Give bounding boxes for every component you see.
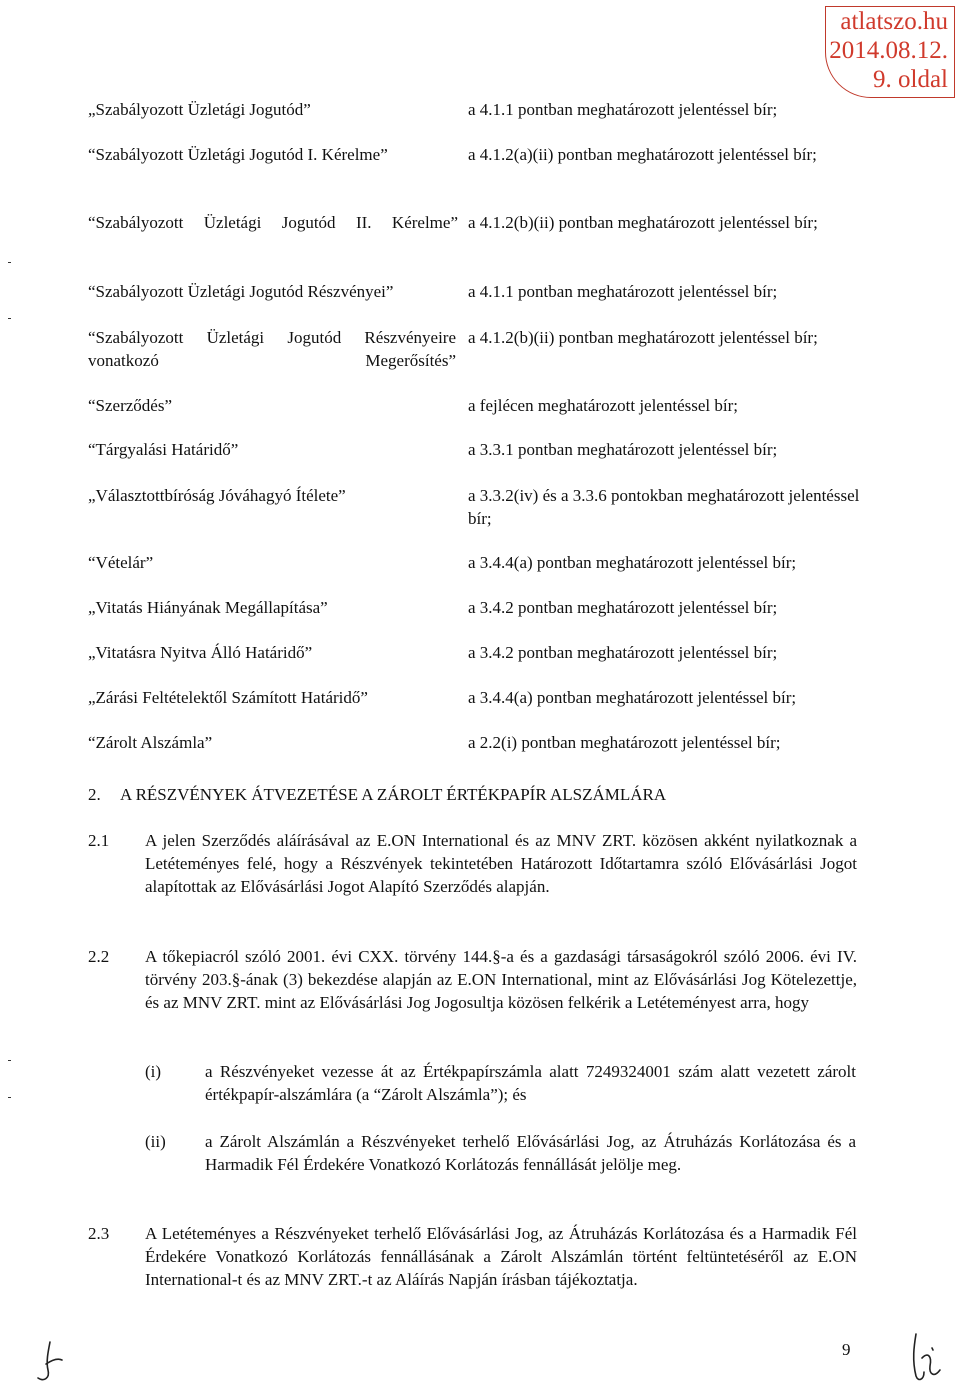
definition-meaning: a 4.1.2(b)(ii) pontban meghatározott jelentéssel bír; xyxy=(468,328,818,347)
subitem-text: a Zárolt Alszámlán a Részvényeket terhelő Elővásárlási Jog, az Átruházás Korlátozása és a Harmadik Fél Érdekére Vonatkozó Korlátozás fennállását jelölje meg. xyxy=(205,1132,856,1174)
definition-term: “Szerződés” xyxy=(88,396,173,415)
definition-term: “Vételár” xyxy=(88,553,154,572)
definition-meaning: a 4.1.1 pontban meghatározott jelentéssel bír; xyxy=(468,282,778,301)
section-heading xyxy=(88,783,666,806)
paragraph-number: 2.3 xyxy=(88,1224,110,1243)
paragraph-text: A jelen Szerződés aláírásával az E.ON International és az MNV ZRT. közösen akként nyilatkoznak a Letéteményes felé, hogy a Részvények tekintetében Határozott Időtartamra szóló Elővásárlási Jogot alapítottak az Elővásárlási Jogot Alapító Szerződés alapján. xyxy=(145,831,857,896)
paragraph-number: 2.2 xyxy=(88,947,110,966)
scan-mark xyxy=(8,1060,11,1061)
definition-meaning: a 4.1.2(a)(ii) pontban meghatározott jelentéssel bír; xyxy=(468,145,817,164)
subitem-text: a Részvényeket vezesse át az Értékpapírszámla alatt 7249324001 szám alatt vezetett zárolt értékpapír-alszámlára (a “Zárolt Alszámla”); és xyxy=(205,1062,856,1104)
subitem-number: (i) xyxy=(145,1062,162,1081)
initials-signature-right xyxy=(902,1330,952,1388)
page-number: 9 xyxy=(842,1340,851,1359)
definition-term: “Szabályozott Üzletági Jogutód II. Kérelme” xyxy=(88,213,458,232)
scan-mark xyxy=(8,262,11,263)
paragraph-text: A Letéteményes a Részvényeket terhelő Elővásárlási Jog, az Átruházás Korlátozása és a Harmadik Fél Érdekére Vonatkozó Korlátozás fennállásának a Zárolt Alszámlán történt feltüntetéséről az E.ON International-t és az MNV ZRT.-t az Aláírás Napján írásban tájékoztatja. xyxy=(145,1224,857,1289)
definition-term: “Tárgyalási Határidő” xyxy=(88,440,239,459)
definition-term: „Szabályozott Üzletági Jogutód” xyxy=(88,100,311,119)
paragraph-number: 2.1 xyxy=(88,831,110,850)
subitem-number: (ii) xyxy=(145,1132,166,1151)
stamp-site: atlatszo.hu xyxy=(840,8,948,35)
section-title: A RÉSZVÉNYEK ÁTVEZETÉSE A ZÁROLT ÉRTÉKPAPÍR ALSZÁMLÁRA xyxy=(120,785,667,804)
definition-term: “Zárolt Alszámla” xyxy=(88,733,213,752)
section-number: 2. xyxy=(88,785,101,804)
definition-meaning: a 2.2(i) pontban meghatározott jelentéssel bír; xyxy=(468,733,781,752)
definition-meaning: a 4.1.1 pontban meghatározott jelentéssel bír; xyxy=(468,100,778,119)
archive-stamp xyxy=(825,6,955,98)
definition-term: „Választottbíróság Jóváhagyó Ítélete” xyxy=(88,486,346,505)
definition-meaning: a 4.1.2(b)(ii) pontban meghatározott jelentéssel bír; xyxy=(468,213,818,232)
paragraph-text: A tőkepiacról szóló 2001. évi CXX. törvény 144.§-a és a gazdasági társaságokról szóló 2006. évi IV. törvény 203.§-ának (3) bekezdése alapján az E.ON International, mint az Elővásárlási Jog Kötelezettje, és az MNV ZRT. mint az Elővásárlási Jog Jogosultja közösen felkérik a Letéteményest arra, hogy xyxy=(145,947,857,1012)
definition-meaning: a 3.4.4(a) pontban meghatározott jelentéssel bír; xyxy=(468,553,797,572)
scan-mark xyxy=(8,1097,11,1098)
definition-meaning: a 3.4.4(a) pontban meghatározott jelentéssel bír; xyxy=(468,688,797,707)
definition-meaning: a 3.4.2 pontban meghatározott jelentéssel bír; xyxy=(468,598,778,617)
definition-meaning: a 3.3.1 pontban meghatározott jelentéssel bír; xyxy=(468,440,778,459)
definition-meaning: a 3.4.2 pontban meghatározott jelentéssel bír; xyxy=(468,643,778,662)
definition-term: „Vitatás Hiányának Megállapítása” xyxy=(88,598,328,617)
definition-term: „Vitatásra Nyitva Álló Határidő” xyxy=(88,643,313,662)
definition-term: “Szabályozott Üzletági Jogutód Részvényei” xyxy=(88,282,394,301)
definition-meaning: a fejlécen meghatározott jelentéssel bír; xyxy=(468,396,738,415)
initials-signature-left xyxy=(28,1338,68,1386)
definition-term: „Zárási Feltételektől Számított Határidő” xyxy=(88,688,368,707)
scan-mark xyxy=(8,318,11,319)
definition-term: “Szabályozott Üzletági Jogutód Részvényeire vonatkozó Megerősítés” xyxy=(88,328,456,370)
definition-meaning: a 3.3.2(iv) és a 3.3.6 pontokban meghatározott jelentéssel bír; xyxy=(468,486,860,528)
definition-term: “Szabályozott Üzletági Jogutód I. Kérelme” xyxy=(88,145,388,164)
stamp-page: 9. oldal xyxy=(873,66,948,93)
stamp-date: 2014.08.12. xyxy=(829,37,948,64)
